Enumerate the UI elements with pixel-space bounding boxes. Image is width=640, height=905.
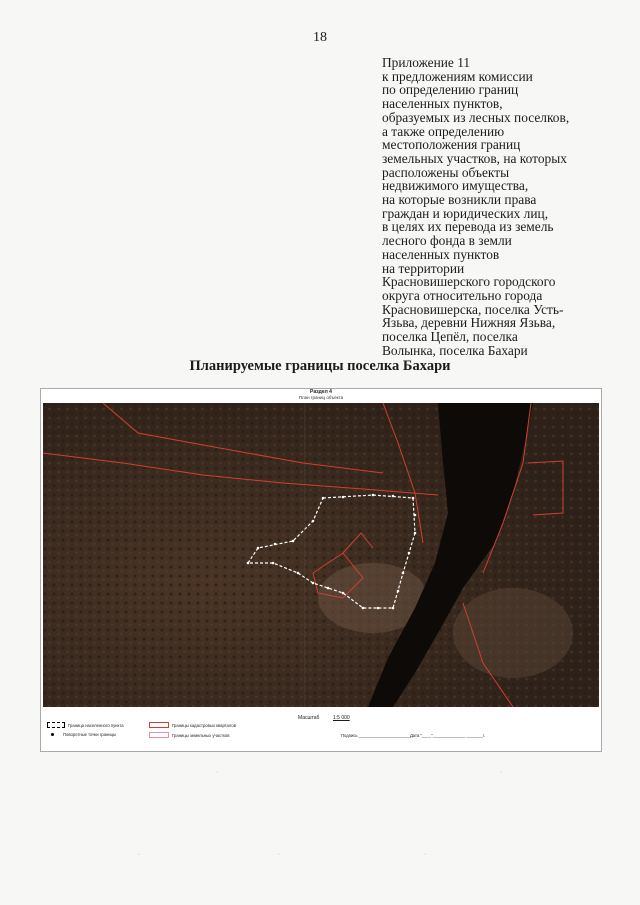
appendix-line: поселка Цепёл, поселка — [382, 329, 518, 345]
map-frame — [40, 388, 602, 752]
appendix-line: Приложение 11 — [382, 55, 471, 70]
dashed-line-icon — [47, 722, 65, 728]
appendix-line: а также определению — [382, 123, 505, 139]
legend-label: Граница населенного пункта — [68, 722, 124, 728]
appendix-line: местоположения границ — [382, 137, 521, 153]
legend-settlement-boundary — [47, 722, 124, 728]
appendix-line: земельных участков, на которых — [382, 150, 567, 166]
legend-cadastral-quarters — [149, 722, 236, 728]
appendix-line: в целях их перевода из земель — [382, 219, 554, 235]
appendix-line: Красновишерского городского — [382, 274, 556, 290]
legend-label: Границы кадастровых кварталов — [172, 722, 236, 728]
signature-line: Подпись ______________________Дата "____"______________ _______г. — [341, 733, 485, 738]
appendix-line: населенных пунктов — [382, 246, 500, 262]
map-title: Планируемые границы поселка Бахари — [189, 358, 451, 374]
legend-land-plots — [149, 732, 229, 738]
appendix-line: по определению границ — [382, 82, 519, 98]
satellite-map — [43, 403, 599, 707]
point-icon — [51, 733, 54, 736]
appendix-line: образуемых из лесных поселков, — [382, 109, 570, 125]
legend-label: Границы земельных участков — [172, 732, 230, 738]
legend-turning-points — [47, 732, 116, 737]
red-line-icon — [149, 722, 169, 728]
appendix-line: на территории — [382, 260, 465, 276]
appendix-line: к предложениям комиссии — [382, 68, 533, 84]
page-number: 18 — [313, 30, 327, 45]
scale-value: 1:5 000 — [333, 715, 350, 721]
appendix-line: Язьва, деревни Нижняя Язьва, — [382, 315, 556, 331]
appendix-line: расположены объекты — [382, 164, 510, 180]
map-subtitle: План границ объекта — [298, 395, 344, 400]
appendix-line: на которые возникли права — [382, 192, 537, 208]
appendix-line: населенных пунктов, — [382, 96, 503, 112]
map-footer — [41, 709, 601, 751]
appendix-line: лесного фонда в земли — [382, 233, 512, 249]
appendix-line: Красновишерска, поселка Усть- — [382, 301, 564, 317]
map-header — [41, 389, 601, 403]
appendix-line: граждан и юридических лиц, — [382, 205, 549, 221]
scale-label: Масштаб — [298, 715, 320, 721]
map-section-label: Раздел 4 — [310, 389, 332, 395]
appendix-line: недвижимого имущества, — [382, 178, 529, 194]
pink-line-icon — [149, 732, 169, 738]
appendix-line: Волынка, поселка Бахари — [382, 342, 528, 358]
appendix-line: округа относительно города — [382, 287, 543, 303]
appendix-block — [382, 56, 632, 357]
legend-label: Поворотные точки границы — [63, 732, 117, 737]
